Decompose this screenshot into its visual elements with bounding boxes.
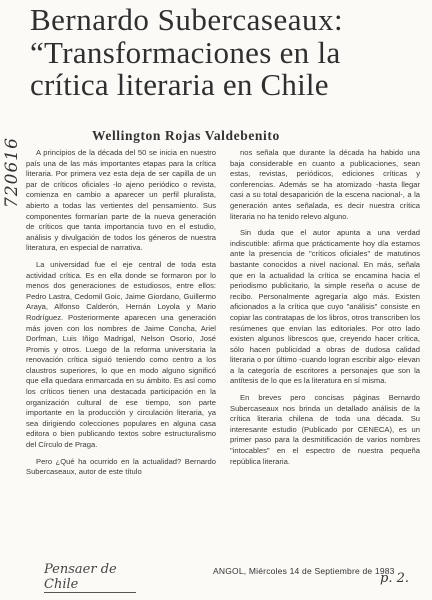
article-headline [30,4,430,102]
dateline: ANGOL, Miércoles 14 de Septiembre de 1983 [213,566,395,576]
headline-line-1: Bernardo Subercaseaux: [30,2,344,37]
right-column [230,148,420,473]
handwritten-page-mark: p. 2. [380,571,409,586]
paragraph: A principios de la década del 50 se inicia en nuestro país una de las más importantes etapas para la crítica literaria. Por primera vez esta deja de ser capilla de un par de críticos oficiales -lo ajeno periódico o revista, comienza en cambio a aparecer un perfil pluralista, abierto a todas las vertientes del pensamiento. Sus componentes formarían parte de la nueva generación de críticos que tanta importancia tuvo en el estudio, análisis y divulgación de todos los géneros de nuestra literatura, en especial de narrativa. [26,148,216,253]
paragraph: nos señala que durante la década ha habido una baja considerable en cuanto a publicaciones, sean estas, revistas, periódicos, ediciones críticas y conferencias. Además se ha atomizado -hasta llegar casi a su total desaparición de la escena nacional-, a la generación antes señalada, es decir nuestra crítica literaria no ha tenido relevo alguno. [230,148,420,221]
paragraph: La universidad fue el eje central de toda esta actividad crítica. Es en ella donde se formaron por lo menos dos generaciones de estudiosos, entre ellos: Pedro Lastra, Cedomil Goic, Jaime Giordano, Guillermo Araya, Alfonso Calderón, Hernán Loyola y Mario Rodríguez. Posteriormente aparecen una generación más joven con los nombres de Jaime Concha, Ariel Dorfman, Luis Iñigo Madrigal, Nelson Osorio, José Promis y otros. Luego de la reforma universitaria la renovación crítica siguió teniendo como centro a los claustros superiores, lo que en modo alguno significó que ella quedara enmarcada en su ámbito. Es así como los críticos tienen una destacada participación en la organización cultural de ese tiempo, son parte importante en la producción y circulación literaria, ya sea dirigiendo colecciones populares en alguna casa editora o bien publicando textos sobre estructuralismo del Círculo de Praga. [26,259,216,450]
handwritten-source-signature: Pensaer de Chile [44,562,136,593]
paragraph: En breves pero concisas páginas Bernardo Subercaseaux nos brinda un detallado análisis de la crítica literaria chilena de toda una década. Su interesante estudio (Publicado por CENECA), es un primer paso para la desmitificación de varios nombres "intocables" en el espectro de nuestra pequeña república literaria. [230,393,420,466]
author-byline: Wellington Rojas Valdebenito [92,128,280,143]
left-column [26,148,216,484]
headline-line-3: crítica literaria en Chile [30,67,329,103]
handwritten-margin-note: 720616 [2,137,22,208]
paragraph: Sin duda que el autor apunta a una verdad indiscutible: afirma que prácticamente hoy día estamos ante la presencia de "críticos oficiales" de matutinos bastante conocidos a nivel nacional. En más, señala que en la actualidad la crítica se encamina hacia el periodismo publicitario, la simple reseña o acuse de recibo. Personalmente agregaría algo más. Existen aficionados a la crítica que cuyo "análisis" consiste en copiar las contratapas de los libros, otros transcriben los resúmenes que envían las editoriales. Por otro lado existen algunos librescos que, creyendo hacer crítica, sólo hacen publicidad a obras de dudosa calidad literaria o por último -cuando logran escribir algo- elevan a la categoría de escritores a personajes que son la antítesis de lo que es la literatura en sí misma. [230,228,420,386]
paragraph: Pero ¿Qué ha ocurrido en la actualidad? Bernardo Subercaseaux, autor de este título [26,456,216,477]
headline-line-2: “Transformaciones en la [30,34,341,70]
